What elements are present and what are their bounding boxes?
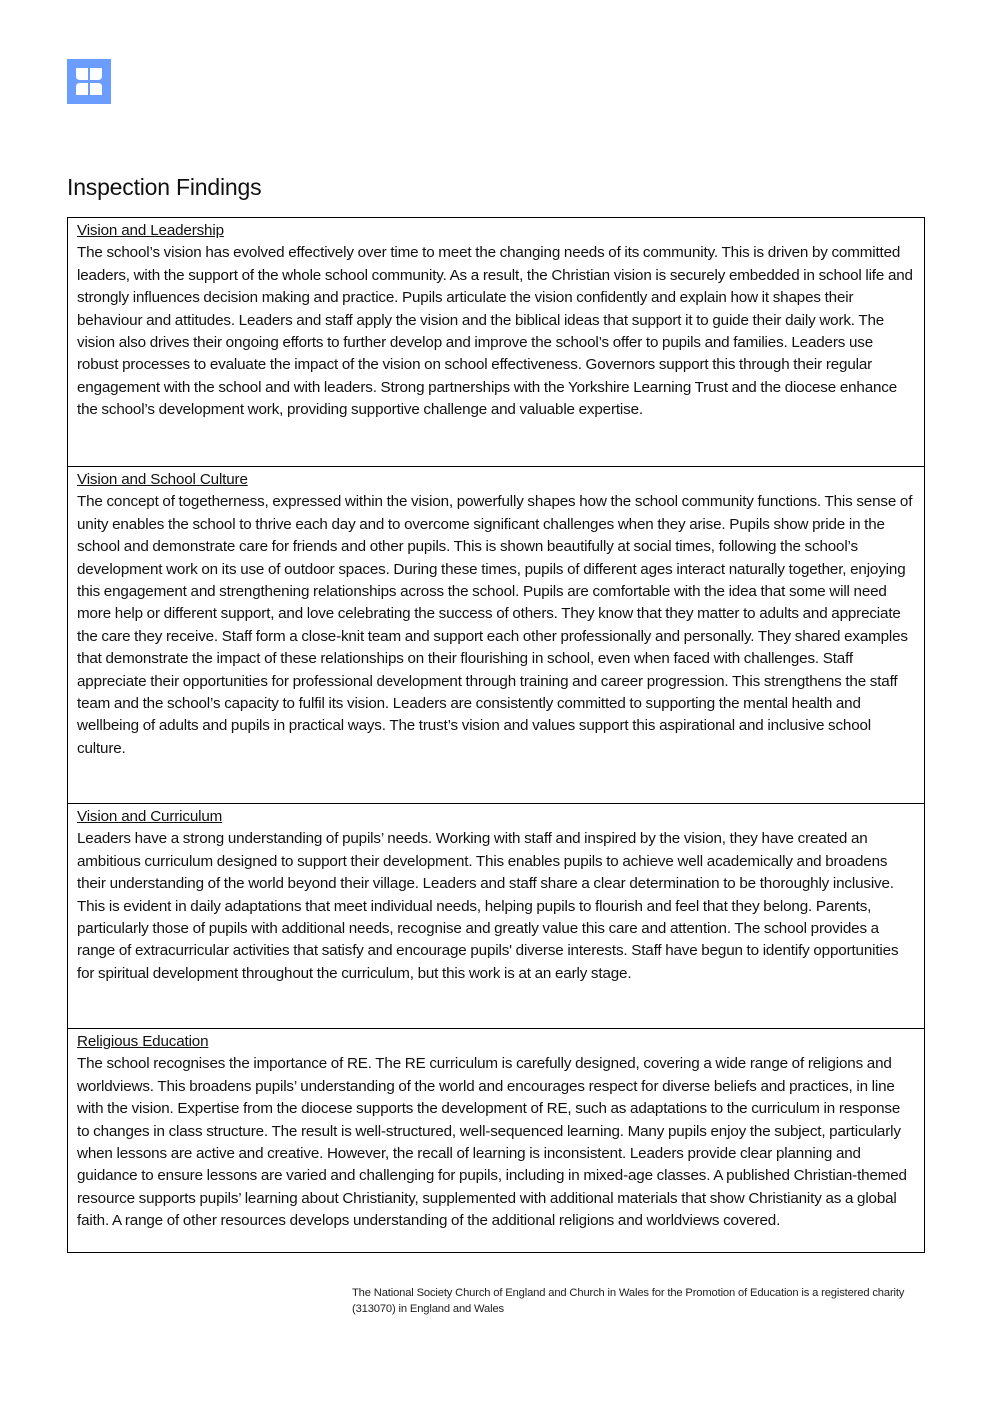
section-body: The school’s vision has evolved effectively over time to meet the changing needs of its community. This is driven by committed leaders, with the support of the whole school community. As a result, the Christian vision is securely embedded in school life and strongly influences decision making and practice. Pupils articulate the vision confidently and explain how it shapes their behaviour and attitudes. Leaders and staff apply the vision and the biblical ideas that support it to guide their daily work. The vision also drives their ongoing efforts to further develop and improve the school’s offer to pupils and families. Leaders use robust processes to evaluate the impact of the vision on school effectiveness. Governors support this through their regular engagement with the school and with leaders. Strong partnerships with the Yorkshire Learning Trust and the diocese enhance the school’s development work, providing supportive challenge and valuable expertise. bbox=[77, 244, 913, 419]
section-vision-and-school-culture bbox=[68, 466, 924, 803]
section-heading: Vision and Leadership bbox=[77, 222, 224, 239]
section-body: The concept of togetherness, expressed within the vision, powerfully shapes how the school community functions. This sense of unity enables the school to thrive each day and to overcome significant challenges when they arise. Pupils show pride in the school and demonstrate care for friends and other pupils. This is shown beautifully at social times, following the school’s development work on its use of outdoor spaces. During these times, pupils of different ages interact naturally together, enjoying this engagement and strengthening relationships across the school. Pupils are comfortable with the idea that some will need more help or different support, and love celebrating the success of others. They know that they matter to adults and appreciate the care they receive. Staff form a close-knit team and support each other professionally and personally. They shared examples that demonstrate the impact of these relationships on their flourishing in school, even when faced with challenges. Staff appreciate their opportunities for professional development through training and career progression. This strengthens the staff team and the school’s capacity to fulfil its vision. Leaders are consistently committed to supporting the mental health and wellbeing of adults and pupils in practical ways. The trust’s vision and values support this aspirational and inclusive school culture. bbox=[77, 493, 913, 757]
section-vision-and-leadership bbox=[68, 218, 924, 466]
page-title: Inspection Findings bbox=[67, 174, 262, 200]
section-heading: Religious Education bbox=[77, 1033, 209, 1050]
findings-table bbox=[67, 217, 925, 1253]
section-religious-education bbox=[68, 1028, 924, 1252]
section-body: Leaders have a strong understanding of pupils’ needs. Working with staff and inspired by the vision, they have created an ambitious curriculum designed to support their development. This enables pupils to achieve well academically and broadens their understanding of the world beyond their village. Leaders and staff share a clear determination to be thoroughly inclusive. This is evident in daily adaptations that meet individual needs, helping pupils to flourish and feel that they belong. Parents, particularly those of pupils with additional needs, recognise and greatly value this care and attention. The school provides a range of extracurricular activities that satisfy and encourage pupils' diverse interests. Staff have begun to identify opportunities for spiritual development throughout the curriculum, but this work is at an early stage. bbox=[77, 830, 899, 982]
section-heading: Vision and School Culture bbox=[77, 471, 248, 488]
section-heading: Vision and Curriculum bbox=[77, 808, 223, 825]
logo bbox=[67, 59, 111, 104]
section-body: The school recognises the importance of RE. The RE curriculum is carefully designed, covering a wide range of religions and worldviews. This broadens pupils’ understanding of the world and encourages respect for diverse beliefs and practices, in line with the vision. Expertise from the diocese supports the development of RE, such as adaptations to the curriculum in response to changes in class structure. The result is well-structured, well-sequenced learning. Many pupils enjoy the subject, particularly when lessons are active and creative. However, the recall of learning is inconsistent. Leaders provide clear planning and guidance to ensure lessons are varied and challenging for pupils, including in mixed-age classes. A published Christian-themed resource supports pupils’ learning about Christianity, supplemented with additional materials that show Christianity as a global faith. A range of other resources develops understanding of the additional religions and worldviews covered. bbox=[77, 1055, 907, 1230]
four-petal-flower-icon bbox=[67, 59, 111, 104]
section-vision-and-curriculum bbox=[68, 803, 924, 1028]
footer-charity-note: The National Society Church of England and Church in Wales for the Promotion of Education is a registered charity (313070) in England and Wales bbox=[352, 1287, 905, 1315]
